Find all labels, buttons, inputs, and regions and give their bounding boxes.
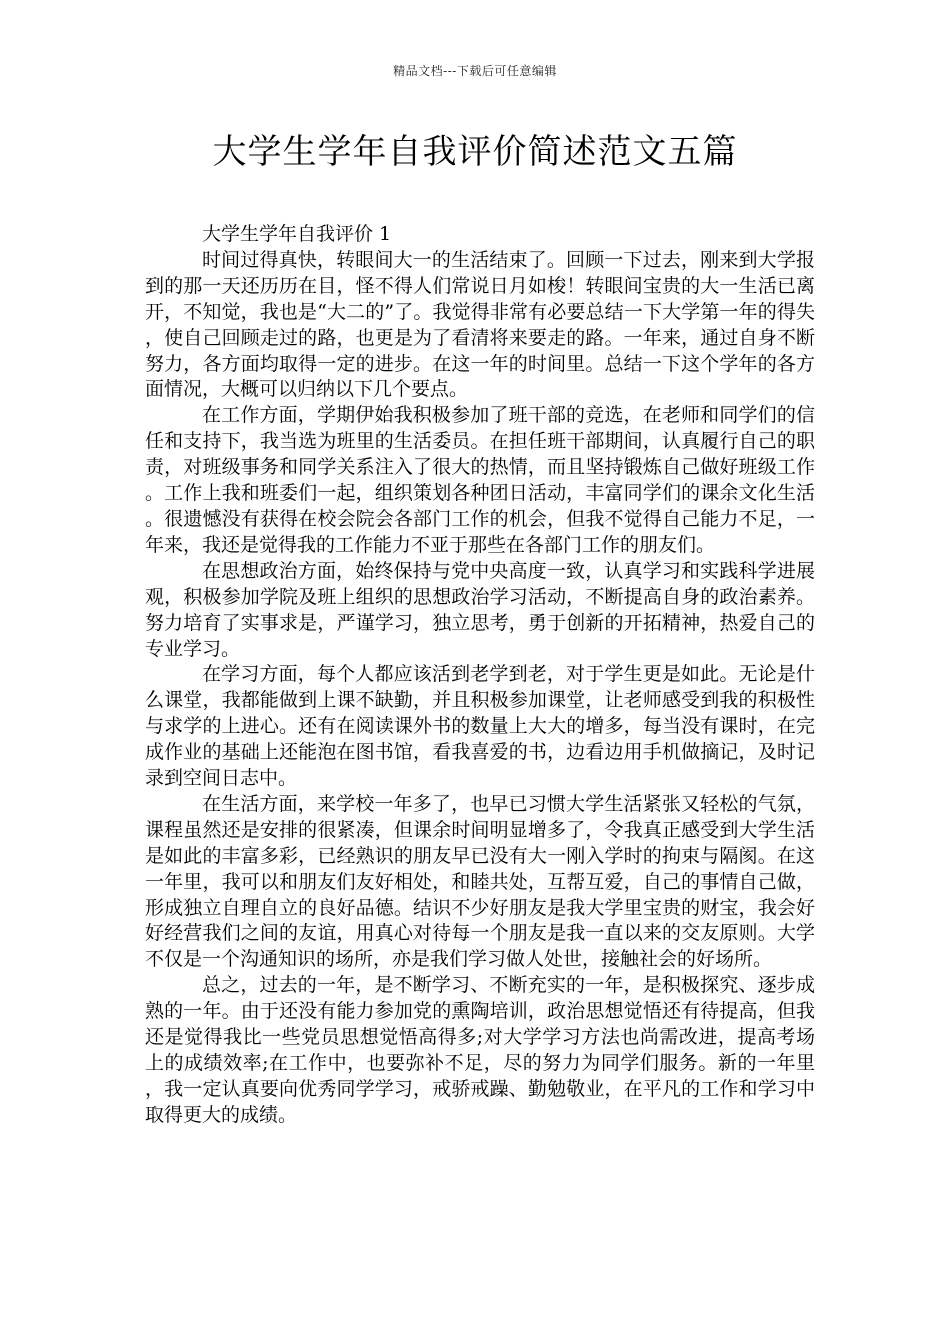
paragraph-work: 在工作方面，学期伊始我积极参加了班干部的竞选，在老师和同学们的信任和支持下，我当选为班里的生活委员。在担任班干部期间，认真履行自己的职责，对班级事务和同学关系注入了很大的热情，而且坚持锻炼自己做好班级工作。工作上我和班委们一起，组织策划各种团日活动，丰富同学们的课余文化生活。很遗憾没有获得在校会院会各部门工作的机会，但我不觉得自己能力不足，一年来，我还是觉得我的工作能力不亚于那些在各部门工作的朋友们。 bbox=[145, 404, 815, 556]
paragraph-politics: 在思想政治方面，始终保持与党中央高度一致，认真学习和实践科学进展观，积极参加学院及班上组织的思想政治学习活动，不断提高自身的政治素养。努力培育了实事求是，严谨学习，独立思考，勇于创新的开拓精神，热爱自己的专业学习。 bbox=[145, 559, 815, 660]
page-header-note: 精品文档---下载后可任意编辑 bbox=[393, 64, 557, 78]
section-heading: 大学生学年自我评价 1 bbox=[202, 223, 392, 245]
document-title: 大学生学年自我评价简述范文五篇 bbox=[212, 132, 738, 172]
paragraph-life: 在生活方面，来学校一年多了，也早已习惯大学生活紧张又轻松的气氛，课程虽然还是安排的很紧凑，但课余时间明显增多了，令我真正感受到大学生活是如此的丰富多彩，已经熟识的朋友早已没有大一刚入学时的拘束与隔阂。在这一年里，我可以和朋友们友好相处，和睦共处，互帮互爱，自己的事情自己做，形成独立自理自立的良好品德。结识不少好朋友是我大学里宝贵的财宝，我会好好经营我们之间的友谊，用真心对待每一个朋友是我一直以来的交友原则。大学不仅是一个沟通知识的场所，亦是我们学习做人处世，接触社会的好场所。 bbox=[145, 792, 815, 971]
paragraph-study: 在学习方面，每个人都应该活到老学到老，对于学生更是如此。无论是什么课堂，我都能做到上课不缺勤，并且积极参加课堂，让老师感受到我的积极性与求学的上进心。还有在阅读课外书的数量上大大的增多，每当没有课时，在完成作业的基础上还能泡在图书馆，看我喜爱的书，边看边用手机做摘记，及时记录到空间日志中。 bbox=[145, 663, 815, 790]
document-body bbox=[145, 222, 815, 1129]
paragraph-intro: 时间过得真快，转眼间大一的生活结束了。回顾一下过去，刚来到大学报到的那一天还历历在目，怪不得人们常说日月如梭！转眼间宝贵的大一生活已离开，不知觉，我也是“大二的”了。我觉得非常有必要总结一下大学第一年的得失，使自己回顾走过的路，也更是为了看清将来要走的路。一年来，通过自身不断努力，各方面均取得一定的进步。在这一年的时间里。总结一下这个学年的各方面情况，大概可以归纳以下几个要点。 bbox=[145, 248, 815, 401]
paragraph-summary: 总之，过去的一年，是不断学习、不断充实的一年，是积极探究、逐步成熟的一年。由于还没有能力参加党的熏陶培训，政治思想觉悟还有待提高，但我还是觉得我比一些党员思想觉悟高得多;对大学学习方法也尚需改进，提高考场上的成绩效率;在工作中，也要弥补不足，尽的努力为同学们服务。新的一年里，我一定认真要向优秀同学学习，戒骄戒躁、勤勉敬业，在平凡的工作和学习中取得更大的成绩。 bbox=[145, 974, 815, 1126]
